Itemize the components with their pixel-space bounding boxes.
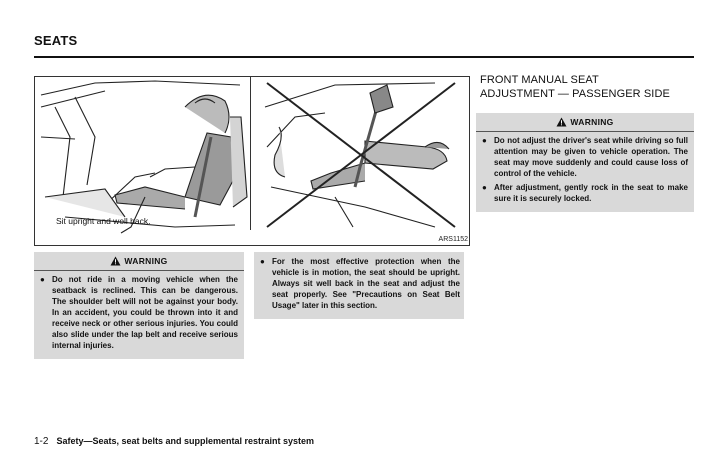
warning-item-text: After adjustment, gently rock in the seat to make sure it is securely locked. <box>494 183 688 203</box>
warning-item <box>482 135 688 179</box>
warning-header <box>40 254 238 268</box>
warning-item-text: Do not adjust the driver's seat while driving so full attention may be given to vehicle operation. The seat may move suddenly and could cause loss of control of the vehicle. <box>494 136 688 178</box>
warning-label: WARNING <box>124 256 168 266</box>
left-warning-box <box>34 252 244 359</box>
warning-item <box>40 274 238 351</box>
warning-triangle-icon <box>556 117 567 127</box>
section-title: SEATS <box>34 33 78 48</box>
warning-item <box>260 256 460 311</box>
warning-divider <box>476 131 694 132</box>
bullet-icon: ● <box>40 275 45 284</box>
warning-header <box>482 115 688 129</box>
warning-item-text: For the most effective protection when the vehicle is in motion, the seat should be upright. Always sit well back in the seat and adjust the seat properly. See "Precautions on Seat Belt Usage" later in this section. <box>272 257 460 310</box>
page-number: 1-2 <box>34 436 49 447</box>
bullet-icon: ● <box>260 257 265 266</box>
bullet-icon: ● <box>482 136 487 145</box>
figure-code: ARS1152 <box>438 236 468 243</box>
warning-item-text: Do not ride in a moving vehicle when the seatback is reclined. This can be dangerous. The shoulder belt will not be against your body. In an accident, you could be thrown into it and receive neck or other serious injuries. You could also slide under the lap belt and receive serious internal injuries. <box>52 275 238 350</box>
bullet-icon: ● <box>482 183 487 192</box>
header-rule <box>34 56 694 58</box>
subsection-heading <box>480 73 694 101</box>
reclined-passenger-drawing <box>265 83 449 227</box>
middle-warning-box <box>254 252 464 319</box>
warning-divider <box>34 270 244 271</box>
chapter-title: Safety—Seats, seat belts and supplemental restraint system <box>56 436 315 446</box>
subsection-heading-line2: ADJUSTMENT — PASSENGER SIDE <box>480 88 670 100</box>
page-footer <box>34 436 314 447</box>
upright-passenger-drawing <box>41 81 247 233</box>
warning-triangle-icon <box>110 256 121 266</box>
illustration-caption: Sit upright and well back. <box>56 216 151 226</box>
right-warning-box <box>476 113 694 212</box>
illustration-divider <box>250 76 251 230</box>
subsection-heading-line1: FRONT MANUAL SEAT <box>480 74 599 86</box>
warning-label: WARNING <box>570 117 614 127</box>
warning-item <box>482 182 688 204</box>
